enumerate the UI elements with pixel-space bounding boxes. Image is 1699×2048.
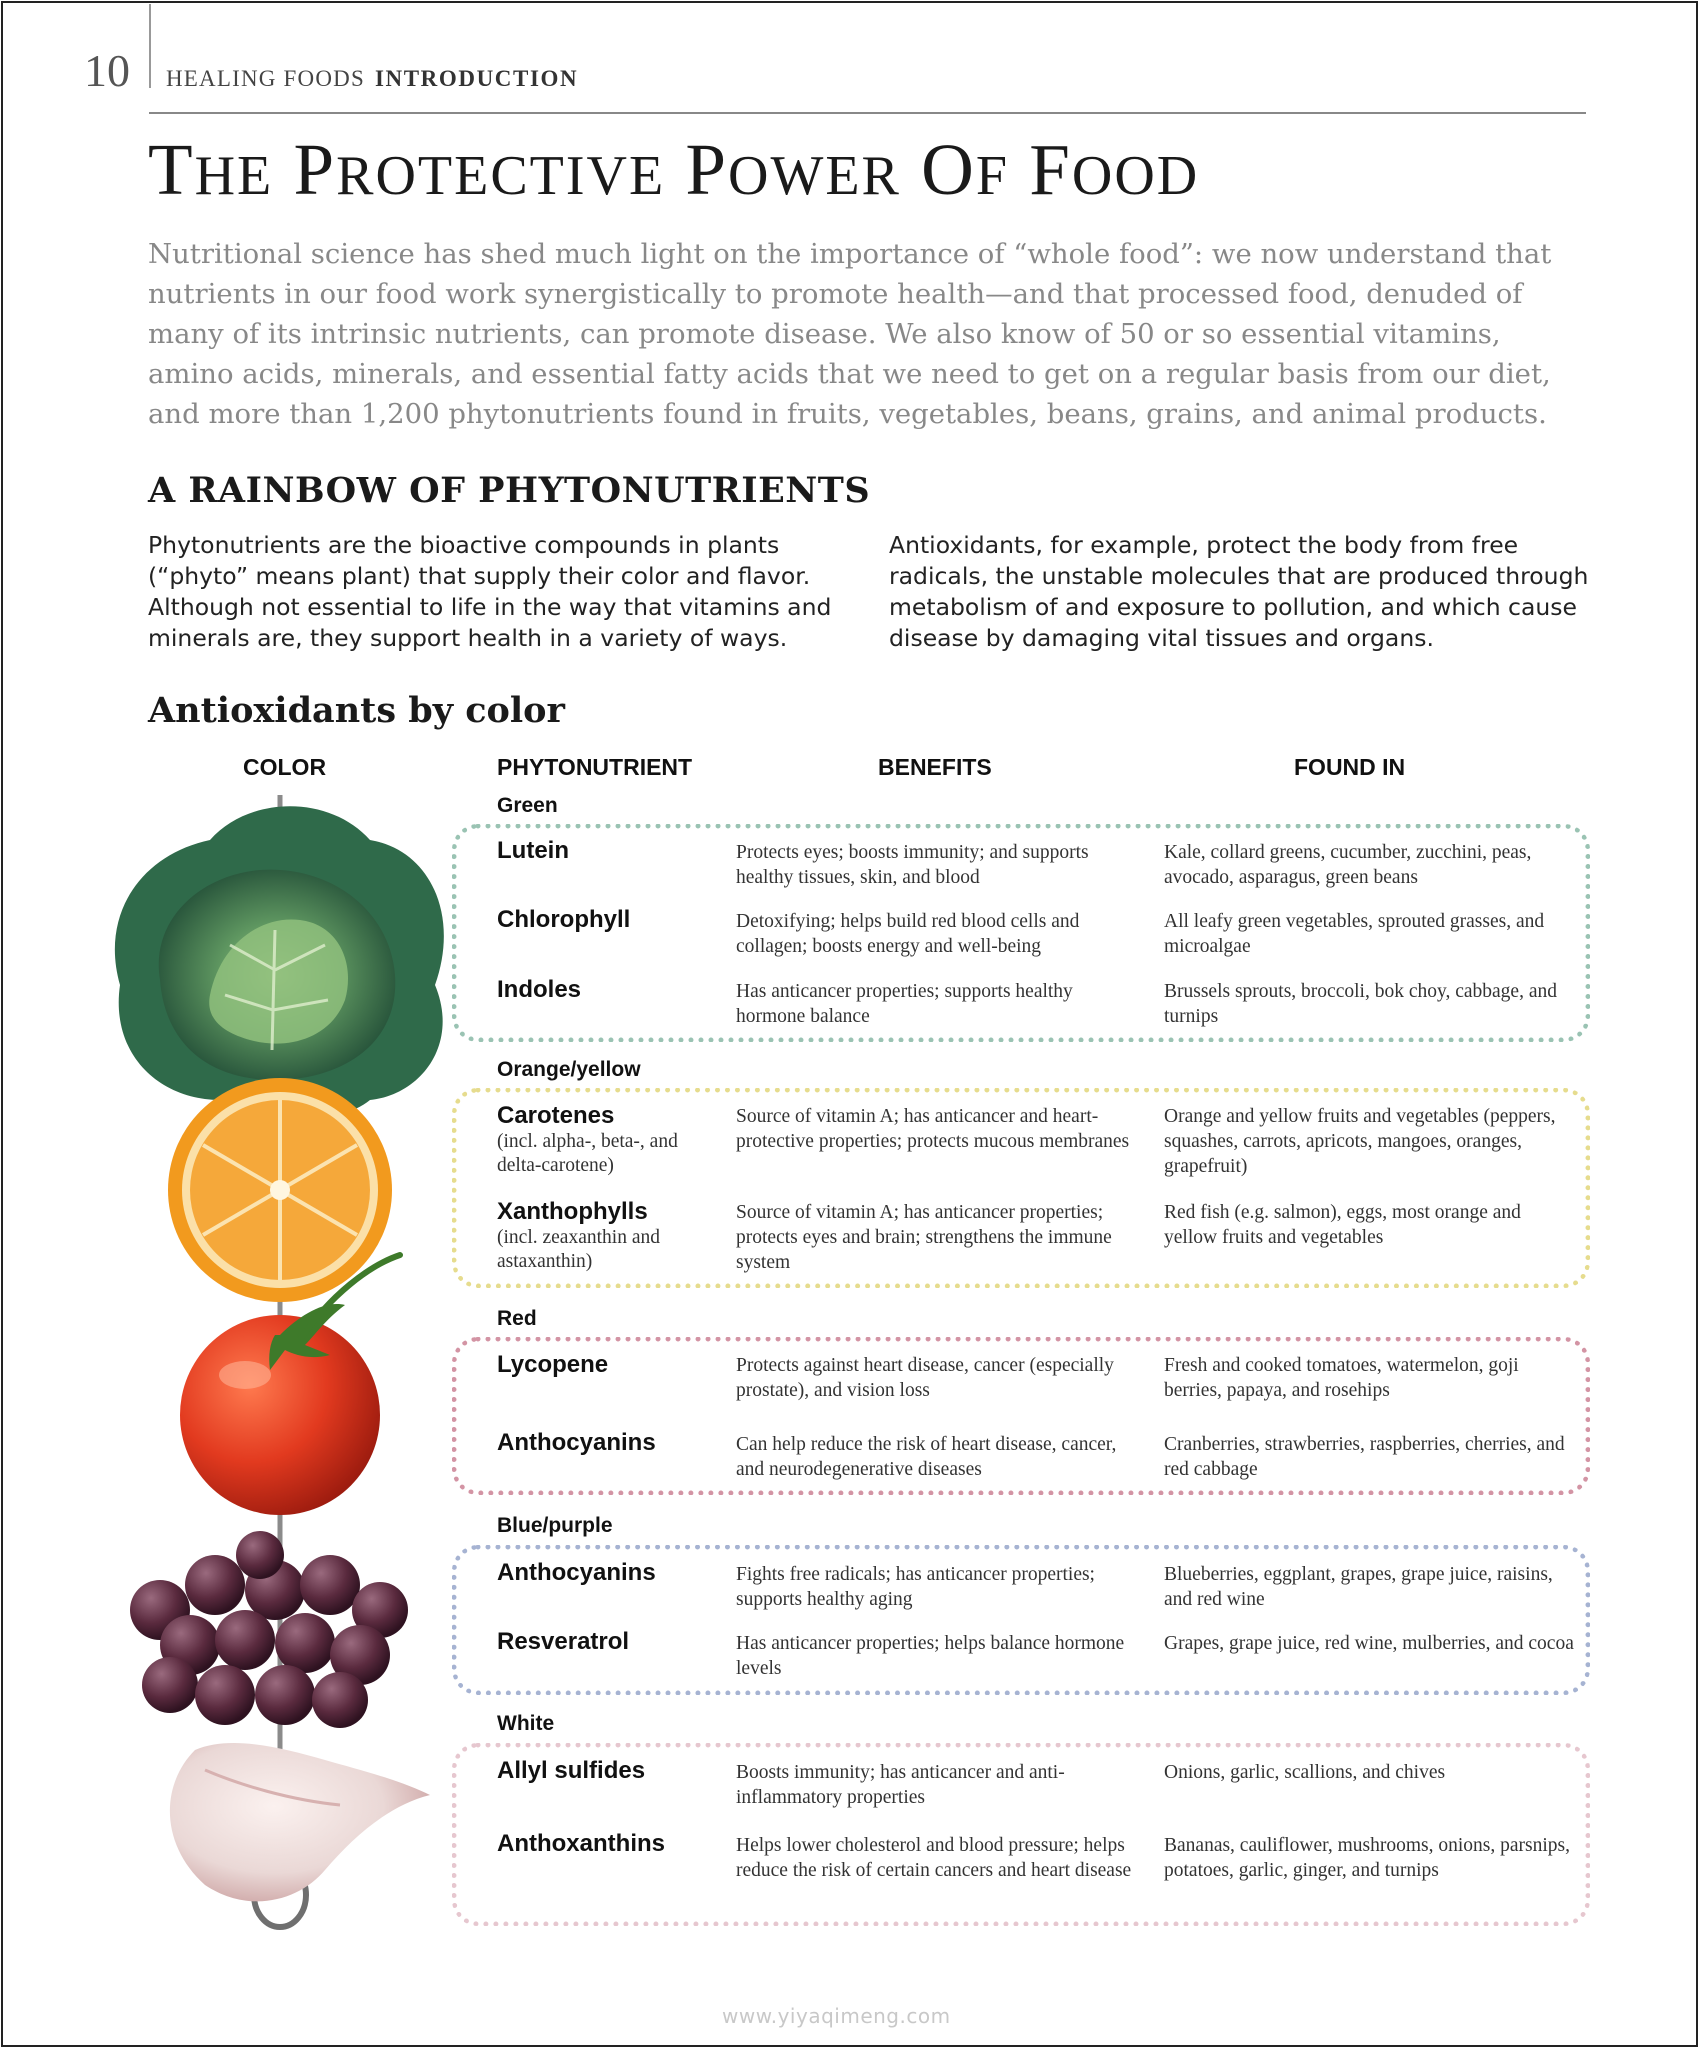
- group-label-white: White: [497, 1712, 555, 1735]
- title-word-5-cap: F: [1029, 129, 1072, 210]
- rainbow-heading: A RAINBOW OF PHYTONUTRIENTS: [148, 470, 871, 511]
- grapes-icon: [130, 1531, 408, 1728]
- rainbow-text-right: Antioxidants, for example, protect the body from free radicals, the unstable molecules that are produced through metabolism of and exposure to pollution, and which cause disease by damaging vital tissues and organs.: [889, 531, 1589, 652]
- phytonutrient-name: Lycopene: [497, 1351, 609, 1378]
- benefits-cell: Protects against heart disease, cancer (especially prostate), and vision loss: [736, 1355, 1114, 1401]
- title-word-2-cap: P: [293, 129, 337, 210]
- title-word-3-cap: P: [685, 129, 729, 210]
- found-in-cell: Brussels sprouts, broccoli, bok choy, cabbage, and turnips: [1164, 981, 1557, 1027]
- orange-slice-icon: [168, 1078, 392, 1302]
- section-label: HEALING FOODS: [166, 66, 365, 91]
- garlic-clove-icon: [170, 1743, 430, 1901]
- title-word-2-rest: ROTECTIVE: [336, 145, 666, 207]
- found-in-cell: All leafy green vegetables, sprouted grasses, and microalgae: [1164, 911, 1545, 957]
- watermark: www.yiyaqimeng.com: [722, 2004, 951, 2028]
- benefits-cell: Detoxifying; helps build red blood cells and collagen; boosts energy and well-being: [736, 911, 1080, 957]
- phytonutrient-name: Chlorophyll: [497, 906, 631, 933]
- benefits-cell: Has anticancer properties; supports healthy hormone balance: [736, 981, 1073, 1027]
- page-number: 10: [84, 45, 130, 96]
- title-word-3-rest: OWER: [728, 145, 901, 207]
- found-in-cell: Orange and yellow fruits and vegetables (peppers, squashes, carrots, apricots, mangoes, oranges, grapefruit): [1164, 1106, 1556, 1177]
- title-word-5-rest: OOD: [1071, 145, 1200, 207]
- title-word-1-rest: HE: [194, 145, 274, 207]
- cabbage-icon: [115, 806, 444, 1120]
- header-vertical-rule: [149, 4, 151, 88]
- running-header: [166, 66, 578, 92]
- phytonutrient-name: Xanthophylls: [497, 1198, 648, 1225]
- benefits-cell: Fights free radicals; has anticancer properties; supports healthy aging: [736, 1564, 1095, 1610]
- benefits-cell: Has anticancer properties; helps balance hormone levels: [736, 1633, 1125, 1679]
- phytonutrient-name: Anthoxanthins: [497, 1830, 665, 1857]
- phytonutrient-name: Lutein: [497, 837, 569, 864]
- benefits-cell: Can help reduce the risk of heart disease, cancer, and neurodegenerative diseases: [736, 1434, 1117, 1480]
- subsection-label: INTRODUCTION: [374, 66, 579, 91]
- found-in-cell: Cranberries, strawberries, raspberries, cherries, and red cabbage: [1164, 1434, 1565, 1480]
- group-label-blue-purple: Blue/purple: [497, 1514, 613, 1537]
- skewer-illustration: [100, 795, 460, 1965]
- rainbow-text-left: Phytonutrients are the bioactive compounds in plants (“phyto” means plant) that supply their color and flavor. Although not essential to life in the way that vitamins and minerals are, they support health in a variety of ways.: [148, 531, 832, 652]
- found-in-cell: Fresh and cooked tomatoes, watermelon, goji berries, papaya, and rosehips: [1164, 1355, 1519, 1401]
- found-in-cell: Grapes, grape juice, red wine, mulberries, and cocoa: [1164, 1633, 1574, 1654]
- group-label-orange-yellow: Orange/yellow: [497, 1058, 641, 1081]
- phytonutrient-name: Resveratrol: [497, 1628, 630, 1655]
- phytonutrient-name: Anthocyanins: [497, 1429, 656, 1456]
- page-title: [148, 128, 1199, 212]
- intro-paragraph: Nutritional science has shed much light on the importance of “whole food”: we now understand that nutrients in our food work synergistically to promote health—and that processed food, denuded of many of its intrinsic nutrients, can promote disease. We also know of 50 or so essential vitamins, amino acids, minerals, and essential fatty acids that we need to get on a regular basis from our diet, and more than 1,200 phytonutrients found in fruits, vegetables, beans, grains, and animal products.: [148, 238, 1552, 430]
- benefits-cell: Boosts immunity; has anticancer and anti-inflammatory properties: [736, 1762, 1065, 1808]
- title-word-1-cap: T: [148, 129, 195, 210]
- benefits-cell: Source of vitamin A; has anticancer properties; protects eyes and brain; strengthens the immune system: [736, 1202, 1112, 1273]
- phytonutrient-name: Allyl sulfides: [497, 1757, 646, 1784]
- found-in-cell: Onions, garlic, scallions, and chives: [1164, 1762, 1446, 1783]
- found-in-cell: Red fish (e.g. salmon), eggs, most orange and yellow fruits and vegetables: [1164, 1202, 1521, 1248]
- title-word-4-rest: F: [975, 145, 1010, 207]
- found-in-cell: Kale, collard greens, cucumber, zucchini, peas, avocado, asparagus, green beans: [1164, 842, 1532, 888]
- header-rule: [149, 112, 1586, 114]
- phytonutrient-name: Anthocyanins: [497, 1559, 656, 1586]
- group-label-red: Red: [497, 1307, 537, 1330]
- found-in-cell: Blueberries, eggplant, grapes, grape juice, raisins, and red wine: [1164, 1564, 1553, 1610]
- col-header-found-in: FOUND IN: [1294, 754, 1406, 780]
- benefits-cell: Protects eyes; boosts immunity; and supports healthy tissues, skin, and blood: [736, 842, 1089, 888]
- title-word-4-cap: O: [921, 129, 976, 210]
- phytonutrient-note: (incl. zeaxanthin and astaxanthin): [497, 1227, 660, 1272]
- phytonutrient-name: Indoles: [497, 976, 582, 1003]
- col-header-benefits: BENEFITS: [878, 754, 992, 780]
- table-heading: Antioxidants by color: [148, 690, 565, 731]
- group-label-green: Green: [497, 794, 558, 817]
- col-header-phytonutrient: PHYTONUTRIENT: [497, 754, 693, 780]
- col-header-color: COLOR: [243, 754, 327, 780]
- phytonutrient-note: (incl. alpha-, beta-, and delta-carotene): [497, 1131, 678, 1176]
- found-in-cell: Bananas, cauliflower, mushrooms, onions, parsnips, potatoes, garlic, ginger, and turnips: [1164, 1835, 1570, 1881]
- phytonutrient-name: Carotenes: [497, 1102, 615, 1129]
- benefits-cell: Helps lower cholesterol and blood pressure; helps reduce the risk of certain cancers and heart disease: [736, 1835, 1132, 1881]
- benefits-cell: Source of vitamin A; has anticancer and heart-protective properties; protects mucous membranes: [736, 1106, 1130, 1152]
